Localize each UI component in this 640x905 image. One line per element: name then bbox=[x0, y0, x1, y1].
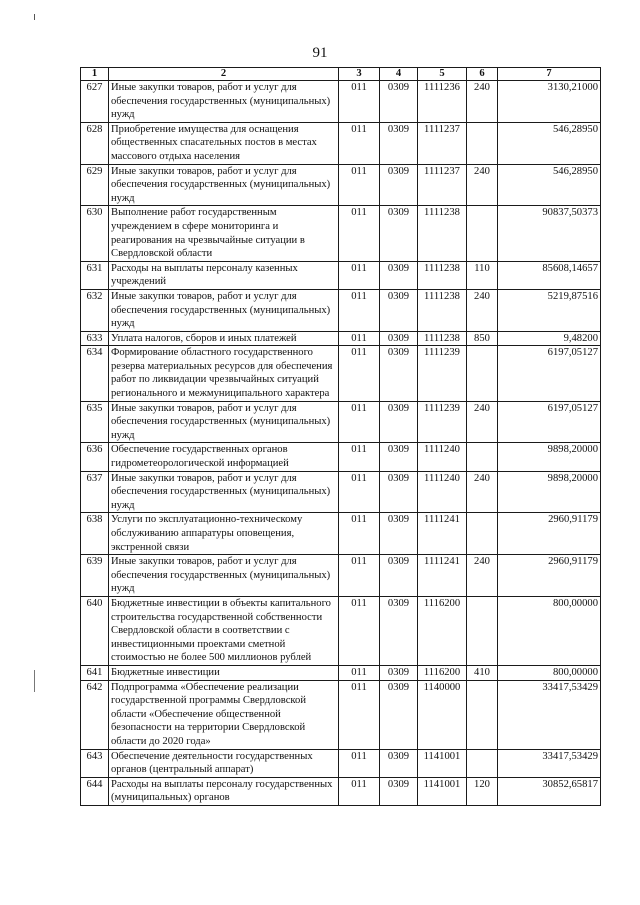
expense-type-cell bbox=[467, 596, 498, 665]
amount-cell: 33417,53429 bbox=[498, 680, 601, 749]
amount-cell: 85608,14657 bbox=[498, 261, 601, 289]
amount-cell: 33417,53429 bbox=[498, 749, 601, 777]
expense-type-cell: 850 bbox=[467, 331, 498, 346]
description-cell: Расходы на выплаты персоналу государственных (муниципальных) органов bbox=[109, 777, 339, 805]
description-cell: Обеспечение деятельности государственных органов (центральный аппарат) bbox=[109, 749, 339, 777]
table-row bbox=[81, 777, 601, 805]
description-cell: Бюджетные инвестиции bbox=[109, 665, 339, 680]
table-row bbox=[81, 401, 601, 443]
department-code-cell: 011 bbox=[339, 81, 380, 123]
target-article-cell: 1111238 bbox=[418, 261, 467, 289]
department-code-cell: 011 bbox=[339, 513, 380, 555]
row-number-cell: 629 bbox=[81, 164, 109, 206]
row-number-cell: 631 bbox=[81, 261, 109, 289]
department-code-cell: 011 bbox=[339, 346, 380, 401]
description-cell: Приобретение имущества для оснащения общественных спасательных постов в местах массового отдыха населения bbox=[109, 122, 339, 164]
amount-cell: 2960,91179 bbox=[498, 555, 601, 597]
amount-cell: 546,28950 bbox=[498, 164, 601, 206]
row-number-cell: 634 bbox=[81, 346, 109, 401]
column-header: 5 bbox=[418, 68, 467, 81]
target-article-cell: 1111241 bbox=[418, 513, 467, 555]
amount-cell: 6197,05127 bbox=[498, 401, 601, 443]
table-row bbox=[81, 206, 601, 261]
table-row bbox=[81, 555, 601, 597]
table-row bbox=[81, 122, 601, 164]
amount-cell: 546,28950 bbox=[498, 122, 601, 164]
row-number-cell: 641 bbox=[81, 665, 109, 680]
description-cell: Иные закупки товаров, работ и услуг для обеспечения государственных (муниципальных) нужд bbox=[109, 471, 339, 513]
table-row bbox=[81, 471, 601, 513]
column-header: 4 bbox=[380, 68, 418, 81]
section-code-cell: 0309 bbox=[380, 346, 418, 401]
column-header: 1 bbox=[81, 68, 109, 81]
scan-mark bbox=[34, 670, 35, 692]
description-cell: Бюджетные инвестиции в объекты капитального строительства государственной собственности Свердловской области в соответствии с инвестиционными проектами сметной стоимостью не более 500 миллионов рублей bbox=[109, 596, 339, 665]
department-code-cell: 011 bbox=[339, 261, 380, 289]
description-cell: Иные закупки товаров, работ и услуг для обеспечения государственных (муниципальных) нужд bbox=[109, 401, 339, 443]
section-code-cell: 0309 bbox=[380, 596, 418, 665]
row-number-cell: 630 bbox=[81, 206, 109, 261]
expense-type-cell: 240 bbox=[467, 471, 498, 513]
expense-type-cell: 240 bbox=[467, 289, 498, 331]
section-code-cell: 0309 bbox=[380, 513, 418, 555]
row-number-cell: 643 bbox=[81, 749, 109, 777]
description-cell: Формирование областного государственного резерва материальных ресурсов для обеспечения работ по ликвидации чрезвычайных ситуаций регионального и межмуниципального характера bbox=[109, 346, 339, 401]
expense-type-cell bbox=[467, 680, 498, 749]
section-code-cell: 0309 bbox=[380, 331, 418, 346]
table-row bbox=[81, 443, 601, 471]
table-row bbox=[81, 749, 601, 777]
target-article-cell: 1111238 bbox=[418, 289, 467, 331]
table-row bbox=[81, 261, 601, 289]
department-code-cell: 011 bbox=[339, 471, 380, 513]
section-code-cell: 0309 bbox=[380, 777, 418, 805]
amount-cell: 2960,91179 bbox=[498, 513, 601, 555]
description-cell: Иные закупки товаров, работ и услуг для обеспечения государственных (муниципальных) нужд bbox=[109, 164, 339, 206]
expense-type-cell: 240 bbox=[467, 401, 498, 443]
table-row bbox=[81, 346, 601, 401]
description-cell: Иные закупки товаров, работ и услуг для обеспечения государственных (муниципальных) нужд bbox=[109, 81, 339, 123]
column-header: 7 bbox=[498, 68, 601, 81]
section-code-cell: 0309 bbox=[380, 471, 418, 513]
department-code-cell: 011 bbox=[339, 331, 380, 346]
description-cell: Подпрограмма «Обеспечение реализации государственной программы Свердловской области «Обеспечение общественной безопасности на территории Свердловской области до 2020 года» bbox=[109, 680, 339, 749]
section-code-cell: 0309 bbox=[380, 443, 418, 471]
section-code-cell: 0309 bbox=[380, 261, 418, 289]
table-header-row bbox=[81, 68, 601, 81]
expense-type-cell: 240 bbox=[467, 81, 498, 123]
description-cell: Иные закупки товаров, работ и услуг для обеспечения государственных (муниципальных) нужд bbox=[109, 555, 339, 597]
section-code-cell: 0309 bbox=[380, 122, 418, 164]
column-header: 3 bbox=[339, 68, 380, 81]
table-row bbox=[81, 513, 601, 555]
section-code-cell: 0309 bbox=[380, 680, 418, 749]
department-code-cell: 011 bbox=[339, 596, 380, 665]
budget-table bbox=[80, 67, 601, 806]
amount-cell: 5219,87516 bbox=[498, 289, 601, 331]
section-code-cell: 0309 bbox=[380, 81, 418, 123]
expense-type-cell: 410 bbox=[467, 665, 498, 680]
department-code-cell: 011 bbox=[339, 555, 380, 597]
row-number-cell: 644 bbox=[81, 777, 109, 805]
amount-cell: 800,00000 bbox=[498, 665, 601, 680]
row-number-cell: 636 bbox=[81, 443, 109, 471]
amount-cell: 30852,65817 bbox=[498, 777, 601, 805]
column-header: 2 bbox=[109, 68, 339, 81]
row-number-cell: 637 bbox=[81, 471, 109, 513]
table-row bbox=[81, 331, 601, 346]
description-cell: Услуги по эксплуатационно-техническому обслуживанию аппаратуры оповещения, экстренной связи bbox=[109, 513, 339, 555]
amount-cell: 90837,50373 bbox=[498, 206, 601, 261]
table-row bbox=[81, 164, 601, 206]
description-cell: Расходы на выплаты персоналу казенных учреждений bbox=[109, 261, 339, 289]
department-code-cell: 011 bbox=[339, 401, 380, 443]
table-row bbox=[81, 680, 601, 749]
row-number-cell: 639 bbox=[81, 555, 109, 597]
department-code-cell: 011 bbox=[339, 443, 380, 471]
expense-type-cell bbox=[467, 749, 498, 777]
row-number-cell: 642 bbox=[81, 680, 109, 749]
description-cell: Обеспечение государственных органов гидрометеорологической информацией bbox=[109, 443, 339, 471]
target-article-cell: 1111236 bbox=[418, 81, 467, 123]
target-article-cell: 1116200 bbox=[418, 665, 467, 680]
section-code-cell: 0309 bbox=[380, 749, 418, 777]
amount-cell: 9898,20000 bbox=[498, 471, 601, 513]
expense-type-cell: 120 bbox=[467, 777, 498, 805]
target-article-cell: 1111237 bbox=[418, 122, 467, 164]
department-code-cell: 011 bbox=[339, 122, 380, 164]
department-code-cell: 011 bbox=[339, 289, 380, 331]
amount-cell: 6197,05127 bbox=[498, 346, 601, 401]
description-cell: Выполнение работ государственным учреждением в сфере мониторинга и реагирования на чрезвычайные ситуации в Свердловской области bbox=[109, 206, 339, 261]
expense-type-cell: 240 bbox=[467, 164, 498, 206]
department-code-cell: 011 bbox=[339, 777, 380, 805]
section-code-cell: 0309 bbox=[380, 555, 418, 597]
description-cell: Уплата налогов, сборов и иных платежей bbox=[109, 331, 339, 346]
target-article-cell: 1141001 bbox=[418, 749, 467, 777]
target-article-cell: 1111237 bbox=[418, 164, 467, 206]
section-code-cell: 0309 bbox=[380, 164, 418, 206]
target-article-cell: 1116200 bbox=[418, 596, 467, 665]
expense-type-cell bbox=[467, 346, 498, 401]
target-article-cell: 1111240 bbox=[418, 471, 467, 513]
row-number-cell: 640 bbox=[81, 596, 109, 665]
amount-cell: 800,00000 bbox=[498, 596, 601, 665]
table-row bbox=[81, 596, 601, 665]
table-body bbox=[81, 81, 601, 806]
row-number-cell: 638 bbox=[81, 513, 109, 555]
amount-cell: 9,48200 bbox=[498, 331, 601, 346]
target-article-cell: 1111239 bbox=[418, 401, 467, 443]
target-article-cell: 1140000 bbox=[418, 680, 467, 749]
expense-type-cell bbox=[467, 443, 498, 471]
table-row bbox=[81, 665, 601, 680]
column-header: 6 bbox=[467, 68, 498, 81]
target-article-cell: 1111239 bbox=[418, 346, 467, 401]
row-number-cell: 627 bbox=[81, 81, 109, 123]
row-number-cell: 632 bbox=[81, 289, 109, 331]
section-code-cell: 0309 bbox=[380, 401, 418, 443]
row-number-cell: 635 bbox=[81, 401, 109, 443]
page-number: 91 bbox=[312, 45, 328, 61]
section-code-cell: 0309 bbox=[380, 206, 418, 261]
department-code-cell: 011 bbox=[339, 164, 380, 206]
table-row bbox=[81, 81, 601, 123]
target-article-cell: 1111240 bbox=[418, 443, 467, 471]
department-code-cell: 011 bbox=[339, 749, 380, 777]
department-code-cell: 011 bbox=[339, 680, 380, 749]
department-code-cell: 011 bbox=[339, 665, 380, 680]
section-code-cell: 0309 bbox=[380, 665, 418, 680]
row-number-cell: 633 bbox=[81, 331, 109, 346]
target-article-cell: 1111241 bbox=[418, 555, 467, 597]
description-cell: Иные закупки товаров, работ и услуг для обеспечения государственных (муниципальных) нужд bbox=[109, 289, 339, 331]
department-code-cell: 011 bbox=[339, 206, 380, 261]
target-article-cell: 1111238 bbox=[418, 331, 467, 346]
expense-type-cell: 110 bbox=[467, 261, 498, 289]
target-article-cell: 1141001 bbox=[418, 777, 467, 805]
expense-type-cell bbox=[467, 206, 498, 261]
amount-cell: 3130,21000 bbox=[498, 81, 601, 123]
row-number-cell: 628 bbox=[81, 122, 109, 164]
scan-mark bbox=[34, 14, 35, 20]
amount-cell: 9898,20000 bbox=[498, 443, 601, 471]
expense-type-cell bbox=[467, 122, 498, 164]
expense-type-cell: 240 bbox=[467, 555, 498, 597]
expense-type-cell bbox=[467, 513, 498, 555]
table-row bbox=[81, 289, 601, 331]
section-code-cell: 0309 bbox=[380, 289, 418, 331]
target-article-cell: 1111238 bbox=[418, 206, 467, 261]
